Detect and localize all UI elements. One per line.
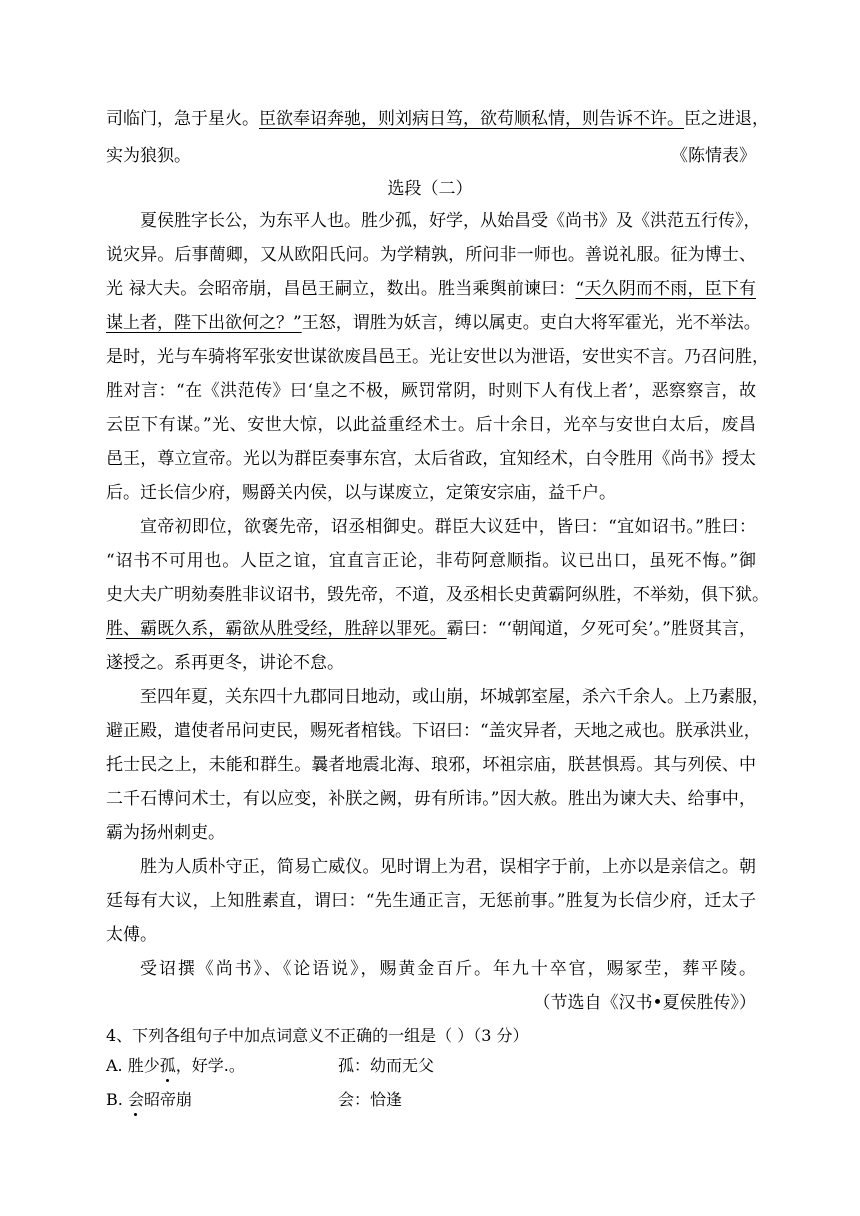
underlined-sentence: “天久阴而不雨，臣下有 xyxy=(575,279,756,299)
p1-line-4 xyxy=(106,311,761,335)
prev-passage-source: 《陈情表》 xyxy=(671,146,756,166)
option-a xyxy=(106,1054,245,1078)
p4-line-1: 胜为人质朴守正，简易亡威仪。见时谓上为君，误相字于前，上亦以是亲信之。朝 xyxy=(140,857,756,877)
underlined-sentence: 臣欲奉诏奔驰，则刘病日笃，欲苟顺私情，则告诉不许。 xyxy=(259,109,684,129)
dotted-character: 会 xyxy=(128,1088,144,1112)
p1-line-1: 夏侯胜字长公，为东平人也。胜少孤，好学，从始昌受《尚书》及《洪范五行传》， xyxy=(140,211,761,231)
text-span: ，好学.。 xyxy=(175,1056,245,1075)
dotted-character: 孤 xyxy=(160,1054,176,1078)
p1-line-5: 是时，光与车骑将军张安世谋欲废昌邑王。光让安世以为泄语，安世实不言。乃召问胜， xyxy=(106,347,769,367)
prev-passage-line-1 xyxy=(106,107,769,131)
option-a-meaning: 孤：幼而无父 xyxy=(338,1056,435,1075)
underlined-sentence: 胜、霸既久系，霸欲从胜受经，胜辞以罪死。 xyxy=(106,619,447,639)
text-span: A. 胜少 xyxy=(106,1056,160,1075)
p5-source: （节选自《汉书•夏侯胜传》） xyxy=(533,993,756,1013)
p2-line-1: 宣帝初即位，欲褒先帝，诏丞相御史。群臣大议廷中，皆曰：“宜如诏书。”胜曰： xyxy=(140,517,756,537)
p1-line-9: 后。迁长信少府，赐爵关内侯，以与谋废立，定策安宗庙，益千户。 xyxy=(106,483,616,503)
p3-line-1: 至四年夏，关东四十九郡同日地动，或山崩，坏城郭室屋，杀六千余人。上乃素服， xyxy=(140,687,769,707)
section-title: 选段（二） xyxy=(387,179,473,199)
prev-passage-line-2: 实为狼狈。 xyxy=(106,146,191,166)
text-span: 王怒，谓胜为妖言，缚以属吏。吏白大将军霍光，光不举法。 xyxy=(301,313,761,333)
p5-line-1: 受诏撰《尚书》、《论语说》，赐黄金百斤。年九十卒官，赐冢茔，葬平陵。 xyxy=(140,959,756,979)
underlined-sentence: 谋上者，陛下出欲何之？” xyxy=(106,313,302,333)
question-stem: 4、下列各组句子中加点词意义不正确的一组是（ ）（3 分） xyxy=(106,1026,529,1045)
text-span: 臣之进退， xyxy=(684,109,769,129)
text-span: 霸曰：“‘朝闻道，夕死可矣’。”胜贤其言， xyxy=(446,619,756,639)
option-b-meaning: 会：恰逢 xyxy=(338,1090,403,1109)
p4-line-2: 廷每有大议，上知胜素直，谓曰：“先生通正言，无惩前事。”胜复为长信少府，迁太子 xyxy=(106,891,756,911)
p1-line-7: 云臣下有谋。”光、安世大惊，以此益重经术士。后十余日，光卒与安世白太后，废昌 xyxy=(106,415,756,435)
p4-line-3: 太傅。 xyxy=(106,925,157,945)
p1-line-2: 说灾异。后事蕳卿，又从欧阳氏问。为学精孰，所问非一师也。善说礼服。征为博士、 xyxy=(106,245,756,265)
text-span: 司临门，急于星火。 xyxy=(106,109,259,129)
p1-line-6: 胜对言：“在《洪范传》曰‘皇之不极，厥罚常阴，时则下人有伐上者’，恶察察言，故 xyxy=(106,381,756,401)
p3-line-3: 托士民之上，未能和群生。曩者地震北海、琅邪，坏祖宗庙，朕甚惧焉。其与列侯、中 xyxy=(106,755,756,775)
text-span: 昭帝崩 xyxy=(143,1090,192,1109)
p3-line-5: 霸为扬州刺吏。 xyxy=(106,823,225,843)
text-span: 光 禄大夫。会昭帝崩，昌邑王嗣立，数出。胜当乘舆前谏曰： xyxy=(106,279,576,299)
p1-line-3 xyxy=(106,277,756,301)
text-span: B. xyxy=(106,1090,128,1109)
p3-line-2: 避正殿，遣使者吊问吏民，赐死者棺钱。下诏曰：“盖灾异者，天地之戒也。朕承洪业， xyxy=(106,721,761,741)
option-b xyxy=(106,1088,192,1112)
p2-line-3: 史大夫广明劾奏胜非议诏书，毁先帝，不道，及丞相长史黄霸阿纵胜，不举劾，俱下狱。 xyxy=(106,585,769,605)
p2-line-2: “诏书不可用也。人臣之谊，宜直言正论，非苟阿意顺指。议已出口，虽死不悔。”御 xyxy=(106,551,756,571)
p2-line-5: 遂授之。系再更冬，讲论不怠。 xyxy=(106,653,344,673)
p1-line-8: 邑王，尊立宣帝。光以为群臣奏事东宫，太后省政，宜知经术，白令胜用《尚书》授太 xyxy=(106,449,756,469)
p2-line-4 xyxy=(106,617,756,641)
p3-line-4: 二千石博问术士，有以应变，补朕之阙，毋有所讳。”因大赦。胜出为谏大夫、给事中， xyxy=(106,789,756,809)
